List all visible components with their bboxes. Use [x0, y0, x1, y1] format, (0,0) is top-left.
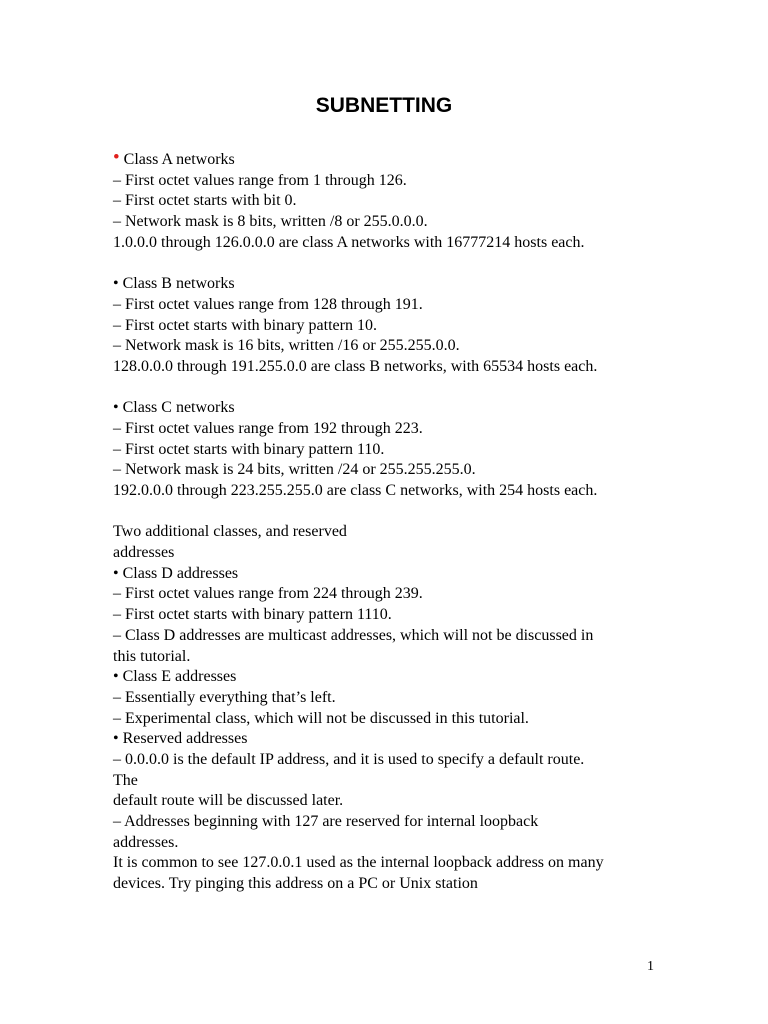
reserved-heading: • Reserved addresses	[113, 730, 248, 748]
class-d-line: – First octet starts with binary pattern 1110.	[113, 606, 392, 624]
page-number: 1	[647, 959, 654, 974]
class-b-heading: • Class B networks	[113, 275, 235, 293]
class-c-line: – First octet values range from 192 through 223.	[113, 419, 423, 437]
class-c-line: 192.0.0.0 through 223.255.255.0 are class C networks, with 254 hosts each.	[113, 482, 598, 499]
reserved-line: – 0.0.0.0 is the default IP address, and it is used to specify a default route.	[113, 750, 585, 768]
class-b-line: – First octet starts with binary pattern 10.	[113, 316, 377, 334]
class-e-heading: • Class E addresses	[113, 668, 237, 686]
class-b-line: – Network mask is 16 bits, written /16 or 255.255.0.0.	[113, 337, 460, 355]
class-b-line: – First octet values range from 128 through 191.	[113, 295, 423, 313]
reserved-line: default route will be discussed later.	[113, 792, 344, 810]
reserved-line: The	[113, 771, 138, 789]
reserved-line: – Addresses beginning with 127 are reserved for internal loopback	[113, 813, 539, 830]
class-a-heading-text: Class A networks	[119, 151, 235, 168]
class-c-line: – First octet starts with binary pattern 110.	[113, 440, 385, 458]
class-e-line: – Experimental class, which will not be discussed in this tutorial.	[113, 709, 529, 727]
class-e-line: – Essentially everything that’s left.	[113, 688, 336, 706]
page-title: SUBNETTING	[315, 94, 453, 117]
red-bullet-icon: •	[113, 147, 120, 168]
reserved-line: addresses.	[113, 833, 179, 851]
class-a-line: 1.0.0.0 through 126.0.0.0 are class A networks with 16777214 hosts each.	[113, 233, 585, 251]
document-body	[113, 147, 673, 895]
class-c-line: – Network mask is 24 bits, written /24 or 255.255.255.0.	[113, 461, 476, 479]
class-a-line: – Network mask is 8 bits, written /8 or 255.0.0.0.	[113, 213, 428, 231]
class-d-line: – Class D addresses are multicast addresses, which will not be discussed in	[113, 626, 594, 644]
class-a-line: – First octet values range from 1 through 126.	[113, 171, 407, 189]
reserved-line: devices. Try pinging this address on a PC or Unix station	[113, 875, 478, 893]
class-d-line: – First octet values range from 224 through 239.	[113, 585, 423, 603]
spacer	[113, 502, 673, 523]
class-b-line: 128.0.0.0 through 191.255.0.0 are class B networks, with 65534 hosts each.	[113, 357, 598, 375]
class-d-heading: • Class D addresses	[113, 564, 239, 582]
class-a-line: – First octet starts with bit 0.	[113, 192, 297, 210]
class-d-line: this tutorial.	[113, 647, 191, 665]
spacer	[113, 378, 673, 399]
spacer	[113, 253, 673, 274]
class-c-heading: • Class C networks	[113, 399, 235, 417]
additional-line: addresses	[113, 544, 175, 562]
reserved-line: It is common to see 127.0.0.1 used as the internal loopback address on many	[113, 854, 604, 872]
class-a-heading	[113, 147, 673, 171]
additional-line: Two additional classes, and reserved	[113, 523, 347, 541]
